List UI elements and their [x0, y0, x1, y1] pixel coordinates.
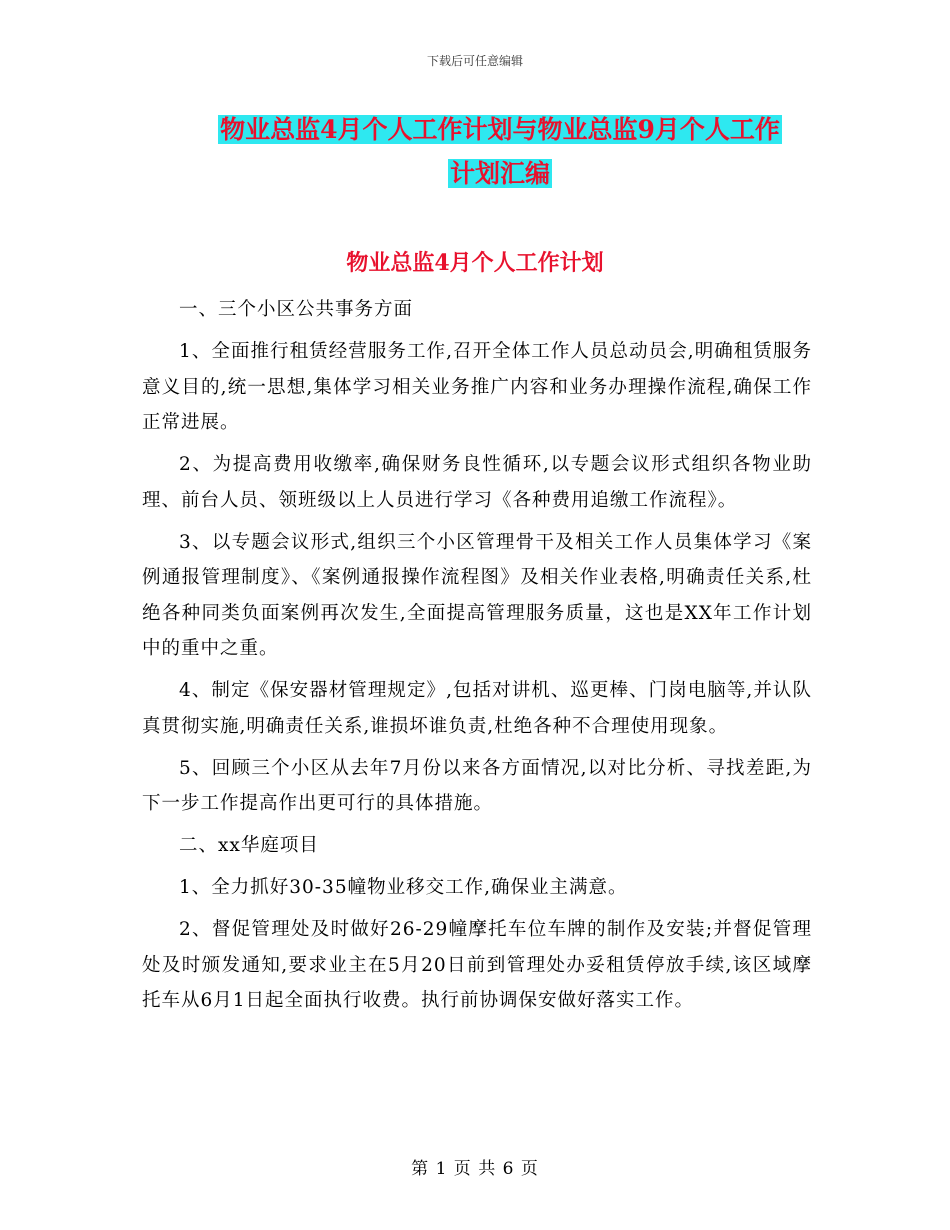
title-line-1: 物业总监4月个人工作计划与物业总监9月个人工作 [220, 115, 780, 144]
document-title [140, 108, 860, 196]
title-line-2: 计划汇编 [449, 159, 550, 188]
paragraph: 1、全面推行租赁经营服务工作,召开全体工作人员总动员会,明确租赁服务意义目的,统一思想,集体学习相关业务推广内容和业务办理操作流程,确保工作正常进展。 [142, 341, 812, 433]
page-footer: 第 1 页 共 6 页 [411, 1159, 539, 1179]
paragraph: 4、制定《保安器材管理规定》,包括对讲机、巡更棒、门岗电脑等,并认队真贯彻实施,明确责任关系,谁损坏谁负责,杜绝各种不合理使用现象。 [142, 680, 812, 737]
header-note: 下载后可任意编辑 [426, 54, 523, 68]
paragraph: 2、督促管理处及时做好26-29幢摩托车位车牌的制作及安装;并督促管理处及时颁发通知,要求业主在5月20日前到管理处办妥租赁停放手续,该区域摩托车从6月1日起全面执行收费。执行前协调保安做好落实工作。 [142, 919, 812, 1011]
paragraph: 二、xx华庭项目 [179, 835, 319, 856]
body-text [142, 292, 812, 1025]
paragraph: 2、为提高费用收缴率,确保财务良性循环,以专题会议形式组织各物业助理、前台人员、领班级以上人员进行学习《各种费用追缴工作流程》。 [142, 454, 812, 511]
paragraph: 一、三个小区公共事务方面 [179, 299, 414, 320]
section-title: 物业总监4月个人工作计划 [346, 250, 604, 276]
paragraph: 1、全力抓好30-35幢物业移交工作,确保业主满意。 [179, 877, 628, 898]
paragraph: 5、回顾三个小区从去年7月份以来各方面情况,以对比分析、寻找差距,为下一步工作提高作出更可行的具体措施。 [142, 757, 812, 814]
paragraph: 3、以专题会议形式,组织三个小区管理骨干及相关工作人员集体学习《案例通报管理制度》、《案例通报操作流程图》及相关作业表格,明确责任关系,杜绝各种同类负面案例再次发生,全面提高管理服务质量，这也是XX年工作计划中的重中之重。 [142, 531, 812, 659]
